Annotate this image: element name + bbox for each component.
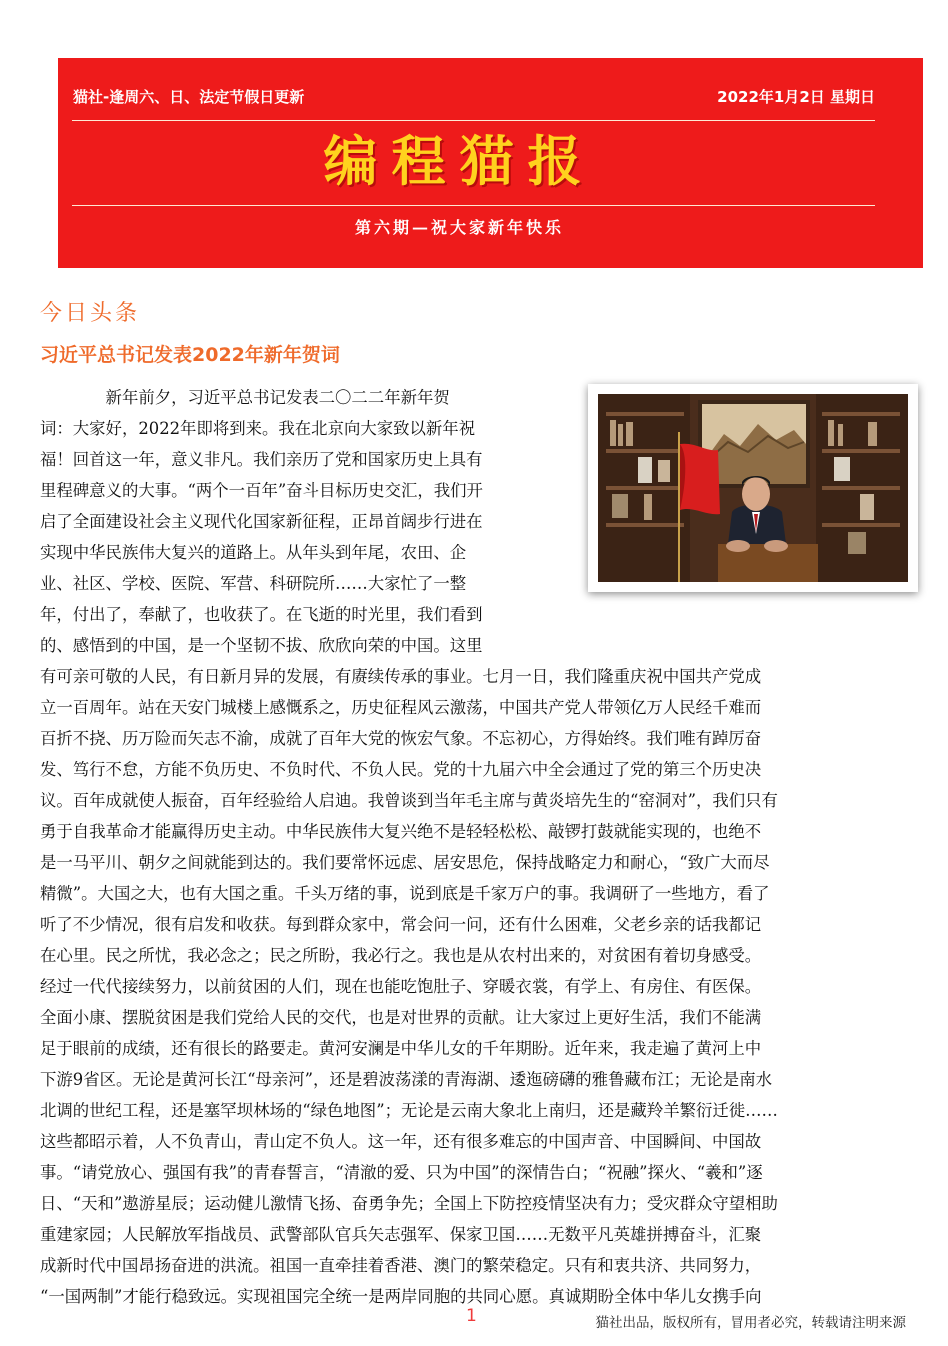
update-schedule-note: 猫社-逢周六、日、法定节假日更新 <box>73 88 305 106</box>
newspaper-title: 编程猫报 <box>323 129 596 193</box>
article-line: 事。“请党放心、强国有我”的青春誓言，“清澈的爱、只为中国”的深情告白；“祝融”探火、“羲和”逐 <box>40 1163 763 1182</box>
article-line: 议。百年成就使人振奋，百年经验给人启迪。我曾谈到当年毛主席与黄炎培先生的“窑洞对”，我们只有 <box>40 791 778 810</box>
article-line: 成新时代中国昂扬奋进的洪流。祖国一直牵挂着香港、澳门的繁荣稳定。只有和衷共济、共同努力， <box>40 1256 762 1275</box>
article-line: 日、“天和”遨游星辰；运动健儿激情飞扬、奋勇争先；全国上下防控疫情坚决有力；受灾群众守望相助 <box>40 1194 778 1213</box>
article-line: 经过一代代接续努力，以前贫困的人们，现在也能吃饱肚子、穿暖衣裳，有学上、有房住、有医保。 <box>40 977 762 996</box>
article-line: 新年前夕，习近平总书记发表二〇二二年新年贺 <box>40 388 450 407</box>
article-line: 年，付出了，奉献了，也收获了。在飞逝的时光里，我们看到 <box>40 605 483 624</box>
copyright-note: 猫社出品，版权所有，冒用者必究，转载请注明来源 <box>595 1315 906 1331</box>
article-line: “一国两制”才能行稳致远。实现祖国完全统一是两岸同胞的共同心愿。真诚期盼全体中华儿女携手向 <box>40 1287 762 1306</box>
issue-subtitle: 第六期—祝大家新年快乐 <box>354 218 564 237</box>
article-line: 在心里。民之所忧，我必念之；民之所盼，我必行之。我也是从农村出来的，对贫困有着切身感受。 <box>40 946 762 965</box>
article-line: 足于眼前的成绩，还有很长的路要走。黄河安澜是中华儿女的千年期盼。近年来，我走遍了黄河上中 <box>40 1039 762 1058</box>
article-line: 勇于自我革命才能赢得历史主动。中华民族伟大复兴绝不是轻轻松松、敲锣打鼓就能实现的，也绝不 <box>40 822 762 841</box>
article-headline: 习近平总书记发表2022年新年贺词 <box>40 344 340 366</box>
article-line: 里程碑意义的大事。“两个一百年”奋斗目标历史交汇，我们开 <box>40 481 483 500</box>
article-line: 的、感悟到的中国，是一个坚韧不拔、欣欣向荣的中国。这里 <box>40 636 483 655</box>
article-body <box>40 382 908 1312</box>
issue-date: 2022年1月2日 星期日 <box>717 88 875 106</box>
article-line: 精微”。大国之大，也有大国之重。千头万绪的事，说到底是千家万户的事。我调研了一些地方，看了 <box>40 884 770 903</box>
article-line: 听了不少情况，很有启发和收获。每到群众家中，常会问一问，还有什么困难，父老乡亲的话我都记 <box>40 915 762 934</box>
article-line: 词：大家好，2022年即将到来。我在北京向大家致以新年祝 <box>40 419 476 438</box>
article-line: 百折不挠、历万险而矢志不渝，成就了百年大党的恢宏气象。不忘初心，方得始终。我们唯有踔厉奋 <box>40 729 762 748</box>
article-line: 是一马平川、朝夕之间就能到达的。我们要常怀远虑、居安思危，保持战略定力和耐心，“致广大而尽 <box>40 853 770 872</box>
section-heading: 今日头条 <box>40 301 141 326</box>
article-line: 福！回首这一年，意义非凡。我们亲历了党和国家历史上具有 <box>40 450 483 469</box>
article-line: 有可亲可敬的人民，有日新月异的发展，有赓续传承的事业。七月一日，我们隆重庆祝中国共产党成 <box>40 667 762 686</box>
article-line: 业、社区、学校、医院、军营、科研院所……大家忙了一整 <box>40 574 467 593</box>
article-line: 启了全面建设社会主义现代化国家新征程，正昂首阔步行进在 <box>40 512 483 531</box>
article-line: 全面小康、摆脱贫困是我们党给人民的交代，也是对世界的贡献。让大家过上更好生活，我们不能满 <box>40 1008 762 1027</box>
article-line: 重建家园；人民解放军指战员、武警部队官兵矢志强军、保家卫国……无数平凡英雄拼搏奋斗，汇聚 <box>40 1225 762 1244</box>
masthead-divider <box>72 120 875 121</box>
page-number: 1 <box>466 1306 477 1326</box>
article-line: 立一百周年。站在天安门城楼上感慨系之，历史征程风云激荡，中国共产党人带领亿万人民经千难而 <box>40 698 762 717</box>
article-line: 下游9省区。无论是黄河长江“母亲河”，还是碧波荡漾的青海湖、逶迤磅礴的雅鲁藏布江；无论是南水 <box>40 1070 772 1089</box>
article-line: 这些都昭示着，人不负青山，青山定不负人。这一年，还有很多难忘的中国声音、中国瞬间、中国故 <box>40 1132 762 1151</box>
article-line: 发、笃行不怠，方能不负历史、不负时代、不负人民。党的十九届六中全会通过了党的第三个历史决 <box>40 760 762 779</box>
article-line: 北调的世纪工程，还是塞罕坝林场的“绿色地图”；无论是云南大象北上南归，还是藏羚羊繁衍迁徙…… <box>40 1101 778 1120</box>
masthead-divider <box>72 205 875 206</box>
article-line: 实现中华民族伟大复兴的道路上。从年头到年尾，农田、企 <box>40 543 467 562</box>
masthead-banner <box>58 58 923 268</box>
